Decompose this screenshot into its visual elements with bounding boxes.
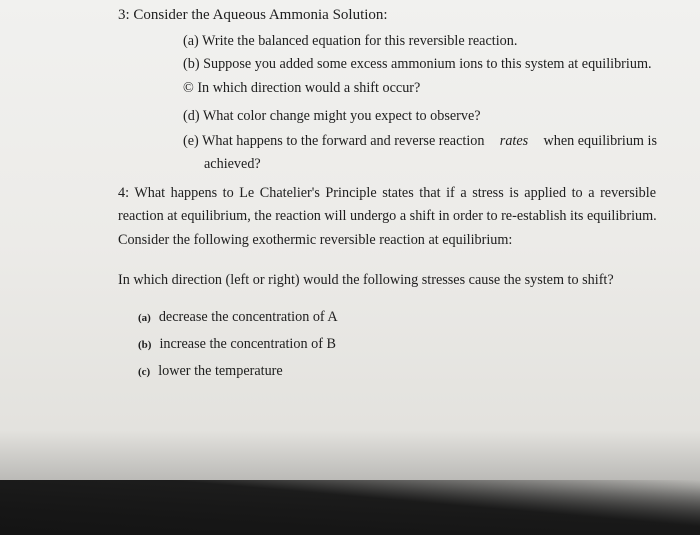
stress-item-b <box>138 336 336 353</box>
stress-item-c-label: (c) <box>138 366 151 378</box>
paper-edge <box>0 480 700 535</box>
question-3c: © In which direction would a shift occur? <box>183 80 421 96</box>
stress-item-c-text: lower the temperature <box>158 363 283 379</box>
stress-item-a-text: decrease the concentration of A <box>158 309 338 325</box>
question-3e-rates: rates <box>499 133 529 149</box>
question-3b: (b) Suppose you added some excess ammonium ions to this system at equilibrium. <box>183 56 652 72</box>
question-3e-continued: achieved? <box>204 156 261 172</box>
question-3-heading: 3: Consider the Aqueous Ammonia Solution: <box>118 7 388 23</box>
question-3d: (d) What color change might you expect to observe? <box>183 108 481 124</box>
stress-question: In which direction (left or right) would the following stresses cause the system to shift? <box>118 272 614 288</box>
question-3e-prefix: (e) What happens to the forward and reverse reaction <box>183 133 485 149</box>
stress-item-b-text: increase the concentration of B <box>159 336 336 352</box>
question-3e-suffix: when equilibrium is <box>543 133 657 149</box>
question-3e <box>183 133 657 150</box>
stress-item-a-label: (a) <box>138 312 151 324</box>
question-3a: (a) Write the balanced equation for this reversible reaction. <box>183 33 518 49</box>
question-4-line-3: Consider the following exothermic reversible reaction at equilibrium: <box>118 232 513 248</box>
question-4-line-1: 4: What happens to Le Chatelier's Principle states that if a stress is applied to a reversible <box>118 185 656 201</box>
stress-item-c <box>138 363 283 380</box>
stress-item-b-label: (b) <box>138 339 152 351</box>
question-4-line-2: reaction at equilibrium, the reaction will undergo a shift in order to re-establish its equilibrium. <box>118 208 657 224</box>
stress-item-a <box>138 309 338 326</box>
